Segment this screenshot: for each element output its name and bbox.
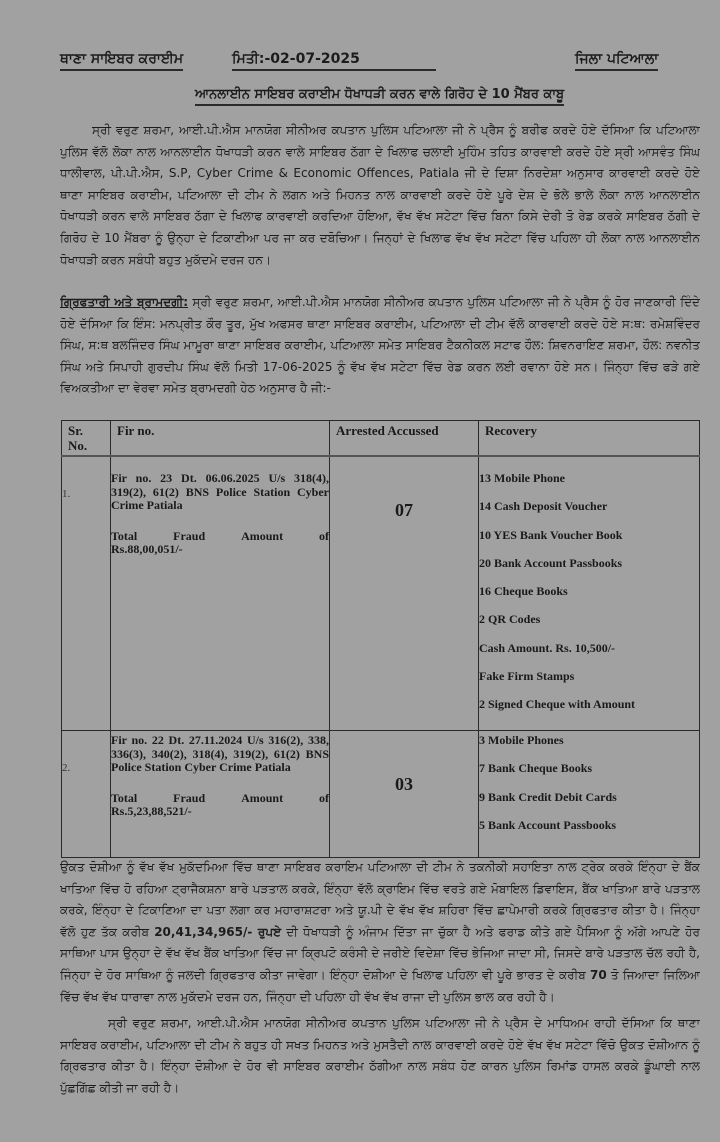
amount-word: Total (111, 528, 138, 543)
recovery-item: 2 QR Codes (479, 612, 541, 627)
district-label: ਜਿਲਾ ਪਟਿਆਲਾ (575, 50, 658, 71)
amount-word: Fraud (173, 528, 206, 543)
recovery-item: 14 Cash Deposit Voucher (479, 499, 608, 514)
amount-word: of (318, 790, 329, 805)
fraud-amount-label (111, 530, 329, 544)
investigation-text-3: ਤੋ ਜਿਆਦਾ ਜਿਲਿਆ ਵਿੱਚ ਵੱਖ ਵੱਖ ਧਾਰਾਵਾ ਨਾਲ ਮੁਕੱਦਮੇ ਦਰਜ ਹਨ, ਜਿੰਨ੍ਹਾ ਦੀ ਪਹਿਲਾ ਹੀ ਵੱਖ ਵੱਖ ਰਾਜਾ ਦੀ ਪੁਲਿਸ ਭਾਲ ਕਰ ਰਹੀ ਹੈ। (60, 967, 700, 1004)
fir-details: Fir no. 23 Dt. 06.06.2025 U/s 318(4), 319(2), 61(2) BNS Police Station Cyber Crime Patiala (111, 471, 329, 512)
sr-cell (62, 731, 111, 858)
arrested-count: 07 (395, 500, 413, 520)
recovery-item: 9 Bank Credit Debit Cards (479, 789, 617, 804)
sr-value: 2. (62, 762, 71, 774)
recovery-item: Fake Firm Stamps (479, 669, 575, 684)
table-header-row (62, 421, 700, 457)
arrest-recovery-label: ਗ੍ਰਿਫਤਾਰੀ ਅਤੇ ਬ੍ਰਾਮਦਗੀ: (60, 295, 189, 309)
amount-word: Amount (241, 790, 284, 805)
header-recovery: Recovery (479, 421, 700, 457)
amount-word: Fraud (173, 790, 206, 805)
recovery-item: 7 Bank Cheque Books (479, 761, 593, 776)
arrest-paragraph (60, 292, 700, 422)
header-sr-no: Sr. No. (62, 421, 111, 457)
amount-word: Amount (241, 528, 284, 543)
recovery-item: 16 Cheque Books (479, 584, 568, 599)
recovery-cell (479, 731, 700, 858)
date-label: ਮਿਤੀ:-02-07-2025 (232, 50, 436, 71)
district-count: 70 (589, 967, 607, 982)
closing-paragraph: ਸ੍ਰੀ ਵਰੁਣ ਸ਼ਰਮਾ, ਆਈ.ਪੀ.ਐਸ ਮਾਨਯੋਗ ਸੀਨੀਅਰ ਕਪਤਾਨ ਪੁਲਿਸ ਪਟਿਆਲਾ ਜੀ ਨੇ ਪ੍ਰੈਸ ਦੇ ਮਾਧਿਅਮ ਰਾਹੀ ਦੱਸਿਆ ਕਿ ਥਾਣਾ ਸਾਇਬਰ ਕਰਾਈਮ, ਪਟਿਆਲਾ ਦੀ ਟੀਮ ਨੇ ਬਹੁਤ ਹੀ ਸਖਤ ਮਿਹਨਤ ਅਤੇ ਮੁਸਤੈਦੀ ਨਾਲ ਕਾਰਵਾਈ ਕਰਦੇ ਹੋਏ ਵੱਖ ਵੱਖ ਸਟੇਟਾ ਵਿੱਚੋ ਉਕਤ ਦੋਸ਼ੀਆਨ ਨੂੰ ਗ੍ਰਿਫਤਾਰ ਕੀਤਾ ਹੈ। ਇੰਨ੍ਹਾ ਦੋਸ਼ੀਆ ਦੇ ਹੋਰ ਵੀ ਸਾਇਬਰ ਕਰਾਈਮ ਠੱਗੀਆ ਨਾਲ ਸਬੰਧ ਹੋਣ ਕਾਰਨ ਪੁਲਿਸ ਰਿਮਾਂਡ ਹਾਸਲ ਕਰਕੇ ਡੂੰਘਾਈ ਨਾਲ ਪੁੱਛਗਿੱਛ ਕੀਤੀ ਜਾ ਰਹੀ ਹੈ। (60, 1016, 700, 1095)
header-arrested-accused: Arrested Accussed (330, 421, 479, 457)
intro-paragraph: ਸ੍ਰੀ ਵਰੁਣ ਸ਼ਰਮਾ, ਆਈ.ਪੀ.ਐਸ ਮਾਨਯੋਗ ਸੀਨੀਅਰ ਕਪਤਾਨ ਪੁਲਿਸ ਪਟਿਆਲਾ ਜੀ ਨੇ ਪ੍ਰੈਸ ਨੂੰ ਬਰੀਫ ਕਰਦੇ ਹੋਏ ਦੱਸਿਆ ਕਿ ਪਟਿਆਲਾ ਪੁਲਿਸ ਵੱਲੋ ਲੋਕਾ ਨਾਲ ਆਨਲਾਈਨ ਧੋਖਾਧੜੀ ਕਰਨ ਵਾਲੇ ਸਾਇਬਰ ਠੱਗਾ ਦੇ ਖਿਲਾਫ ਚਲਾਈ ਮੁਹਿੰਮ ਤਹਿਤ ਕਾਰਵਾਈ ਕਰਦੇ ਹੋਏ ਸ੍ਰੀ ਆਸਵੰਤ ਸਿੰਘ ਧਾਲੀਵਾਲ, ਪੀ.ਪੀ.ਐਸ, S.P, Cyber Crime & Economic Offences, Patiala ਜੀ ਦੇ ਦਿਸ਼ਾ ਨਿਰਦੇਸ਼ਾ ਅਨੁਸਾਰ ਕਾਰਵਾਈ ਕਰਦੇ ਹੋਏ ਥਾਣਾ ਸਾਇਬਰ ਕਰਾਈਮ, ਪਟਿਆਲਾ ਦੀ ਟੀਮ ਨੇ ਲਗਨ ਅਤੇ ਮਿਹਨਤ ਨਾਲ ਕਾਰਵਾਈ ਕਰਦੇ ਹੋਏ ਪੂਰੇ ਦੇਸ਼ ਦੇ ਭੋਲੇ ਭਾਲੇ ਲੋਕਾ ਨਾਲ ਆਨਲਾਈਨ ਧੋਖਾਧੜੀ ਕਰਨ ਵਾਲੇ ਸਾਇਬਰ ਠੱਗਾ ਦੇ ਖਿਲਾਫ ਕਾਰਵਾਈ ਕਰਦਿਆ ਹੋਇਆ, ਵੱਖ ਵੱਖ ਸਟੇਟਾ ਵਿੱਚ ਬਿਨਾ ਕਿਸੇ ਦੇਰੀ ਤੋ ਰੇਡ ਕਰਕੇ ਸਾਇਬਰ ਠੱਗੀ ਦੇ ਗਿਰੋਹ ਦੇ 10 ਮੈਂਬਰਾ ਨੂੰ ਉਨ੍ਹਾ ਦੇ ਟਿਕਾਣੀਆ ਪਰ ਜਾ ਕਰ ਦਬੋਚਿਆ। ਜਿਨ੍ਹਾਂ ਦੇ ਖਿਲਾਫ ਵੱਖ ਵੱਖ ਸਟੇਟਾ ਵਿੱਚ ਪਹਿਲਾ ਹੀ ਲੋਕਾ ਨਾਲ ਆਨਲਾਈਨ ਧੋਖਾਧੜੀ ਕਰਨ ਸਬੰਧੀ ਬਹੁਤ ਮੁਕੱਦਮੇ ਦਰਜ ਹਨ। (60, 123, 700, 267)
header-fir-no: Fir no. (111, 421, 330, 457)
recovery-item: 10 YES Bank Voucher Book (479, 527, 623, 542)
fir-table (61, 420, 700, 858)
table-row (62, 731, 700, 858)
recovery-cell (479, 456, 700, 731)
recovery-list (479, 457, 699, 711)
investigation-paragraph (60, 857, 700, 1005)
police-station-label: ਥਾਣਾ ਸਾਇਬਰ ਕਰਾਈਮ (60, 50, 183, 71)
amount-word: of (318, 528, 329, 543)
investigation-text-1: ਉਕਤ ਦੋਸ਼ੀਆ ਨੂੰ ਵੱਖ ਵੱਖ ਮੁਕੱਦਮਿਆ ਵਿੱਚ ਥਾਣਾ ਸਾਇਬਰ ਕਰਾਇਮ ਪਟਿਆਲਾ ਦੀ ਟੀਮ ਨੇ ਤਕਨੀਕੀ ਸਹਾਇਤਾ ਨਾਲ ਟ੍ਰੇਕ ਕਰਕੇ ਇੰਨ੍ਹਾ ਦੇ ਬੈਂਕ ਖਾਤਿਆ ਵਿੱਚ ਹੋ ਰਹਿਆ ਟ੍ਰਾਜੈਕਸ਼ਨਾ ਬਾਰੇ ਪੜਤਾਲ ਕਰਕੇ, ਇੰਨ੍ਹਾ ਵੱਲੋ ਕ੍ਰਾਇਮ ਵਿੱਚ ਵਰਤੇ ਗਏ ਮੋਬਾਇਲ ਡਿਵਾਇਸ, ਬੈਂਕ ਖਾਤਿਆ ਬਾਰੇ ਪੜਤਾਲ ਕਰਕੇ, ਇੰਨ੍ਹਾ ਦੇ ਟਿਕਾਣਿਆ ਦਾ ਪਤਾ ਲਗਾ ਕਰ ਮਹਾਰਾਸ਼ਟਰਾ ਅਤੇ ਯੂ.ਪੀ ਦੇ ਵੱਖ ਵੱਖ ਸ਼ਹਿਰਾ ਵਿੱਚ ਛਾਪੇਮਾਰੀ ਕਰਕੇ ਗ੍ਰਿਫਤਾਰ ਕੀਤਾ ਹੈ। ਜਿੰਨ੍ਹਾ ਵੱਲੋ ਹੁਣ ਤੱਕ ਕਰੀਬ (60, 860, 700, 939)
arrested-cell (330, 456, 479, 731)
press-release-headline: ਆਨਲਾਈਨ ਸਾਇਬਰ ਕਰਾਈਮ ਧੋਖਾਧੜੀ ਕਰਨ ਵਾਲੇ ਗਿਰੋਹ ਦੇ 10 ਮੈਂਬਰ ਕਾਬੂ (195, 86, 564, 106)
table-row (62, 456, 700, 731)
recovery-item: 13 Mobile Phone (479, 471, 565, 485)
fraud-amount-value: Rs.88,00,051/- (111, 542, 183, 556)
arrest-paragraph-text: ਸ੍ਰੀ ਵਰੁਣ ਸ਼ਰਮਾ, ਆਈ.ਪੀ.ਐਸ ਮਾਨਯੋਗ ਸੀਨੀਅਰ ਕਪਤਾਨ ਪੁਲਿਸ ਪਟਿਆਲਾ ਜੀ ਨੇ ਪ੍ਰੈਸ ਨੂੰ ਹੋਰ ਜਾਣਕਾਰੀ ਦਿੰਦੇ ਹੋਏ ਦੱਸਿਆ ਕਿ ਇੰਸ: ਮਨਪ੍ਰੀਤ ਕੌਰ ਤੂਰ, ਮੁੱਖ ਅਫਸਰ ਥਾਣਾ ਸਾਇਬਰ ਕਰਾਈਮ, ਪਟਿਆਲਾ ਦੀ ਟੀਮ ਵੱਲੋ ਕਾਰਵਾਈ ਕਰਦੇ ਹੋਏ ਸ:ਥ: ਰਮੇਸ਼ਵਿੰਦਰ ਸਿੰਘ, ਸ:ਥ ਬਲਜਿੰਦਰ ਸਿੰਘ ਮਾਮੂਰਾ ਥਾਣਾ ਸਾਇਬਰ ਕਰਾਈਮ, ਪਟਿਆਲਾ ਸਮੇਤ ਸਾਇਬਰ ਟੈਕਨੀਕਲ ਸਟਾਫ ਹੌਲ: ਸ਼ਿਵਨਰਾਇਣ ਸ਼ਰਮਾ, ਹੌਲ: ਨਵਨੀਤ ਸਿੰਘ ਅਤੇ ਸਿਪਾਹੀ ਗੁਰਦੀਪ ਸਿੰਘ ਵੱਲੋ ਮਿਤੀ 17-06-2025 ਨੂੰ ਵੱਖ ਵੱਖ ਸਟੇਟਾ ਵਿੱਚ ਰੇਡ ਕਰਨ ਲਈ ਰਵਾਨਾ ਹੋਏ ਸਨ। ਜਿੰਨ੍ਹਾ ਵਿੱਚ ਫੜੇ ਗਏ ਵਿਅਕਤੀਆ ਦਾ ਵੇਰਵਾ ਸਮੇਤ ਬ੍ਰਾਮਦਗੀ ਹੇਠ ਅਨੁਸਾਰ ਹੈ ਜੀ:- (60, 295, 700, 396)
arrested-cell (330, 731, 479, 858)
total-fraud-amount: 20,41,34,965/- ਰੁਪਏ (154, 924, 282, 939)
fraud-amount-value: Rs.5,23,88,521/- (111, 804, 192, 818)
recovery-item: 5 Bank Account Passbooks (479, 817, 617, 832)
arrested-count: 03 (395, 774, 413, 794)
fraud-amount-label (111, 792, 329, 806)
recovery-list (479, 731, 699, 832)
fir-cell (111, 731, 330, 858)
recovery-item: 2 Signed Cheque with Amount (479, 697, 636, 712)
investigation-text-2: ਦੀ ਧੋਖਾਧੜੀ ਨੂੰ ਅੰਜਾਮ ਦਿੱਤਾ ਜਾ ਚੁੱਕਾ ਹੈ ਅਤੇ ਫਰਾਡ ਕੀਤੇ ਗਏ ਪੈਸਿਆ ਨੂੰ ਅੱਗੇ ਆਪਣੇ ਹੋਰ ਸਾਥਿਆ ਪਾਸ ਉਨ੍ਹਾ ਦੇ ਵੱਖ ਵੱਖ ਬੈਂਕ ਖਾਤਿਆ ਵਿੱਚ ਜਾ ਕ੍ਰਿਪਟੋ ਕਰੰਸੀ ਦੇ ਜਰੀਏ ਵਿਦੇਸ਼ਾ ਵਿੱਚ ਭੇਜਿਆ ਜਾਦਾ ਸੀ, ਜਿਸਦੇ ਬਾਰੇ ਪੜਤਾਲ ਚੱਲ ਰਹੀ ਹੈ, ਜਿੰਨ੍ਹਾ ਦੇ ਹੋਰ ਸਾਥਿਆ ਨੂੰ ਜਲਦੀ ਗ੍ਰਿਫਤਾਰ ਕੀਤਾ ਜਾਵੇਗਾ। ਇੰਨ੍ਹਾ ਦੋਸ਼ੀਆ ਦੇ ਖਿਲਾਫ ਪਹਿਲਾ ਵੀ ਪੂਰੇ ਭਾਰਤ ਦੇ ਕਰੀਬ (60, 924, 700, 982)
fir-details: Fir no. 22 Dt. 27.11.2024 U/s 316(2), 338, 336(3), 340(2), 318(4), 319(2), 61(2) BNS Police Station Cyber Crime Patiala (111, 733, 329, 774)
recovery-item: 3 Mobile Phones (479, 733, 564, 747)
fir-cell (111, 456, 330, 731)
sr-cell (62, 456, 111, 731)
recovery-item: Cash Amount. Rs. 10,500/- (479, 640, 616, 655)
amount-word: Total (111, 790, 138, 805)
recovery-item: 20 Bank Account Passbooks (479, 555, 623, 570)
sr-value: 1. (62, 488, 71, 500)
